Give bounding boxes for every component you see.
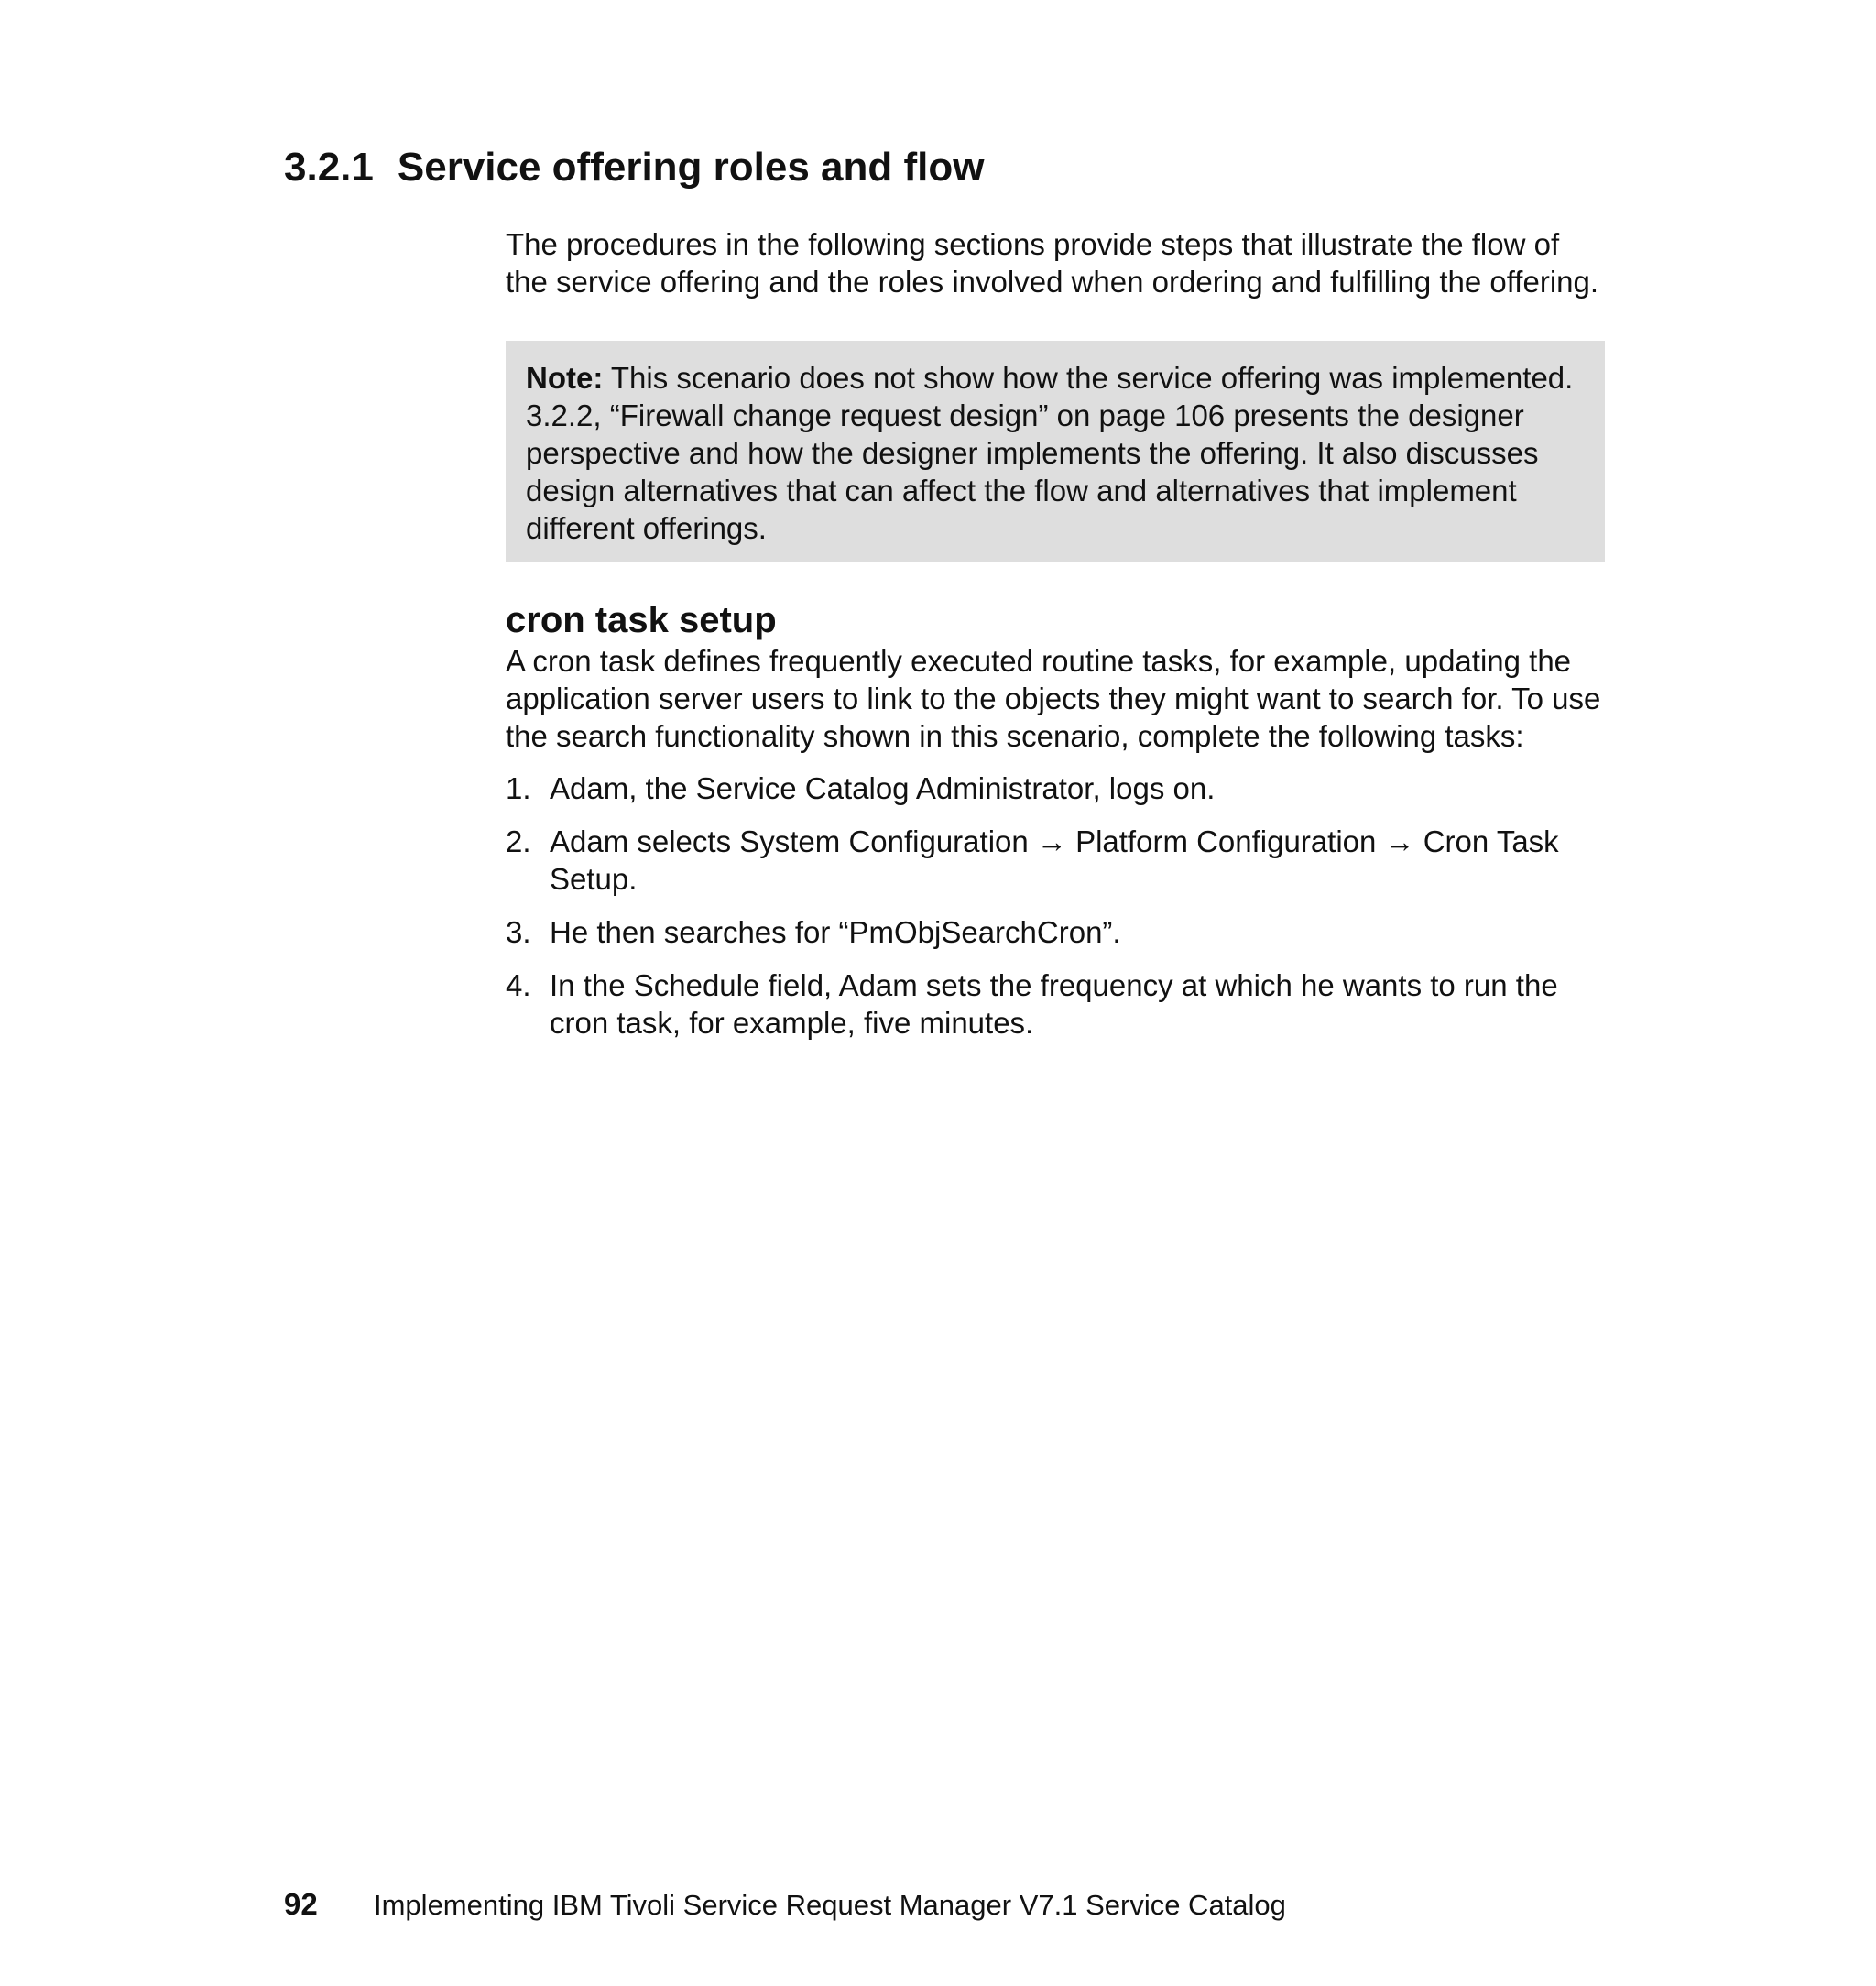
list-item	[506, 913, 1605, 951]
step-text: He then searches for “PmObjSearchCron”.	[550, 915, 1121, 949]
step-number: 2.	[506, 824, 531, 858]
cron-heading: cron task setup	[506, 600, 777, 640]
list-item	[506, 966, 1605, 1042]
list-item	[506, 769, 1605, 807]
body-content	[506, 225, 1605, 1057]
list-item	[506, 823, 1605, 898]
note-box	[506, 341, 1605, 562]
step-text: In the Schedule field, Adam sets the frequency at which he wants to run the cron task, for example, five minutes.	[550, 968, 1558, 1040]
step-number: 4.	[506, 968, 531, 1002]
step-text: Adam selects System Configuration → Platform Configuration → Cron Task Setup.	[550, 824, 1559, 896]
note-label: Note:	[526, 361, 604, 395]
cron-paragraph: A cron task defines frequently executed routine tasks, for example, updating the application server users to link to the objects they might want to search for. To use the search functionality shown in this scenario, complete the following tasks:	[506, 644, 1601, 753]
section-title: Service offering roles and flow	[397, 145, 985, 190]
step-text: Adam, the Service Catalog Administrator, logs on.	[550, 771, 1216, 805]
page-footer	[284, 1886, 1286, 1924]
section-heading	[284, 142, 984, 193]
intro-paragraph: The procedures in the following sections provide steps that illustrate the flow of the service offering and the roles involved when ordering and fulfilling the offering.	[506, 227, 1599, 299]
step-number: 1.	[506, 771, 531, 805]
step-number: 3.	[506, 915, 531, 949]
note-text: This scenario does not show how the service offering was implemented. 3.2.2, “Firewall change request design” on page 106 presents the designer perspective and how the designer implements the offering. It also discusses design alternatives that can affect the flow and alternatives that implement different offerings.	[526, 361, 1574, 545]
section-number: 3.2.1	[284, 145, 374, 190]
book-title: Implementing IBM Tivoli Service Request Manager V7.1 Service Catalog	[374, 1889, 1286, 1921]
steps-list	[506, 769, 1605, 1042]
page-number: 92	[284, 1887, 318, 1921]
